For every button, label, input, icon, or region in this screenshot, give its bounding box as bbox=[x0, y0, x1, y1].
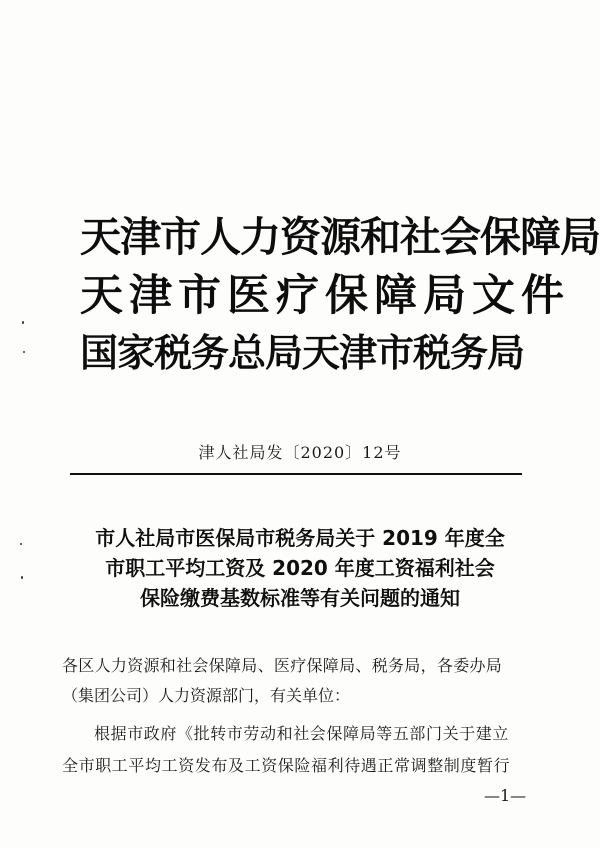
notice-title bbox=[0, 523, 600, 613]
page-number: —1— bbox=[484, 786, 527, 805]
notice-title-line: 市职工平均工资及 2020 年度工资福利社会 bbox=[105, 556, 495, 580]
issuer-hr-social-security-bureau: 天津市人力资源和社会保障局 bbox=[80, 213, 600, 261]
addressee-line: 各区人力资源和社会保障局、医疗保障局、税务局，各委办局 bbox=[62, 656, 503, 675]
body-paragraph-line: 全市职工平均工资发布及工资保险福利待遇正常调整制度暂行 bbox=[62, 756, 511, 775]
body-paragraph-line: 根据市政府《批转市劳动和社会保障局等五部门关于建立 bbox=[94, 724, 510, 743]
issuer-tax-bureau: 国家税务总局天津市税务局 bbox=[80, 331, 525, 375]
document-number: 津人社局发〔2020〕12号 bbox=[198, 443, 402, 462]
scan-speck bbox=[23, 351, 25, 353]
notice-title-line: 保险缴费基数标准等有关问题的通知 bbox=[140, 586, 460, 610]
issuer-medical-security-bureau-document: 天津市医疗保障局文件 bbox=[80, 271, 570, 321]
scan-speck bbox=[22, 321, 24, 324]
header-separator-line bbox=[70, 473, 522, 475]
notice-title-line: 市人社局市医保局市税务局关于 2019 年度全 bbox=[95, 526, 505, 550]
addressee-line: （集团公司）人力资源部门，有关单位： bbox=[62, 686, 351, 705]
